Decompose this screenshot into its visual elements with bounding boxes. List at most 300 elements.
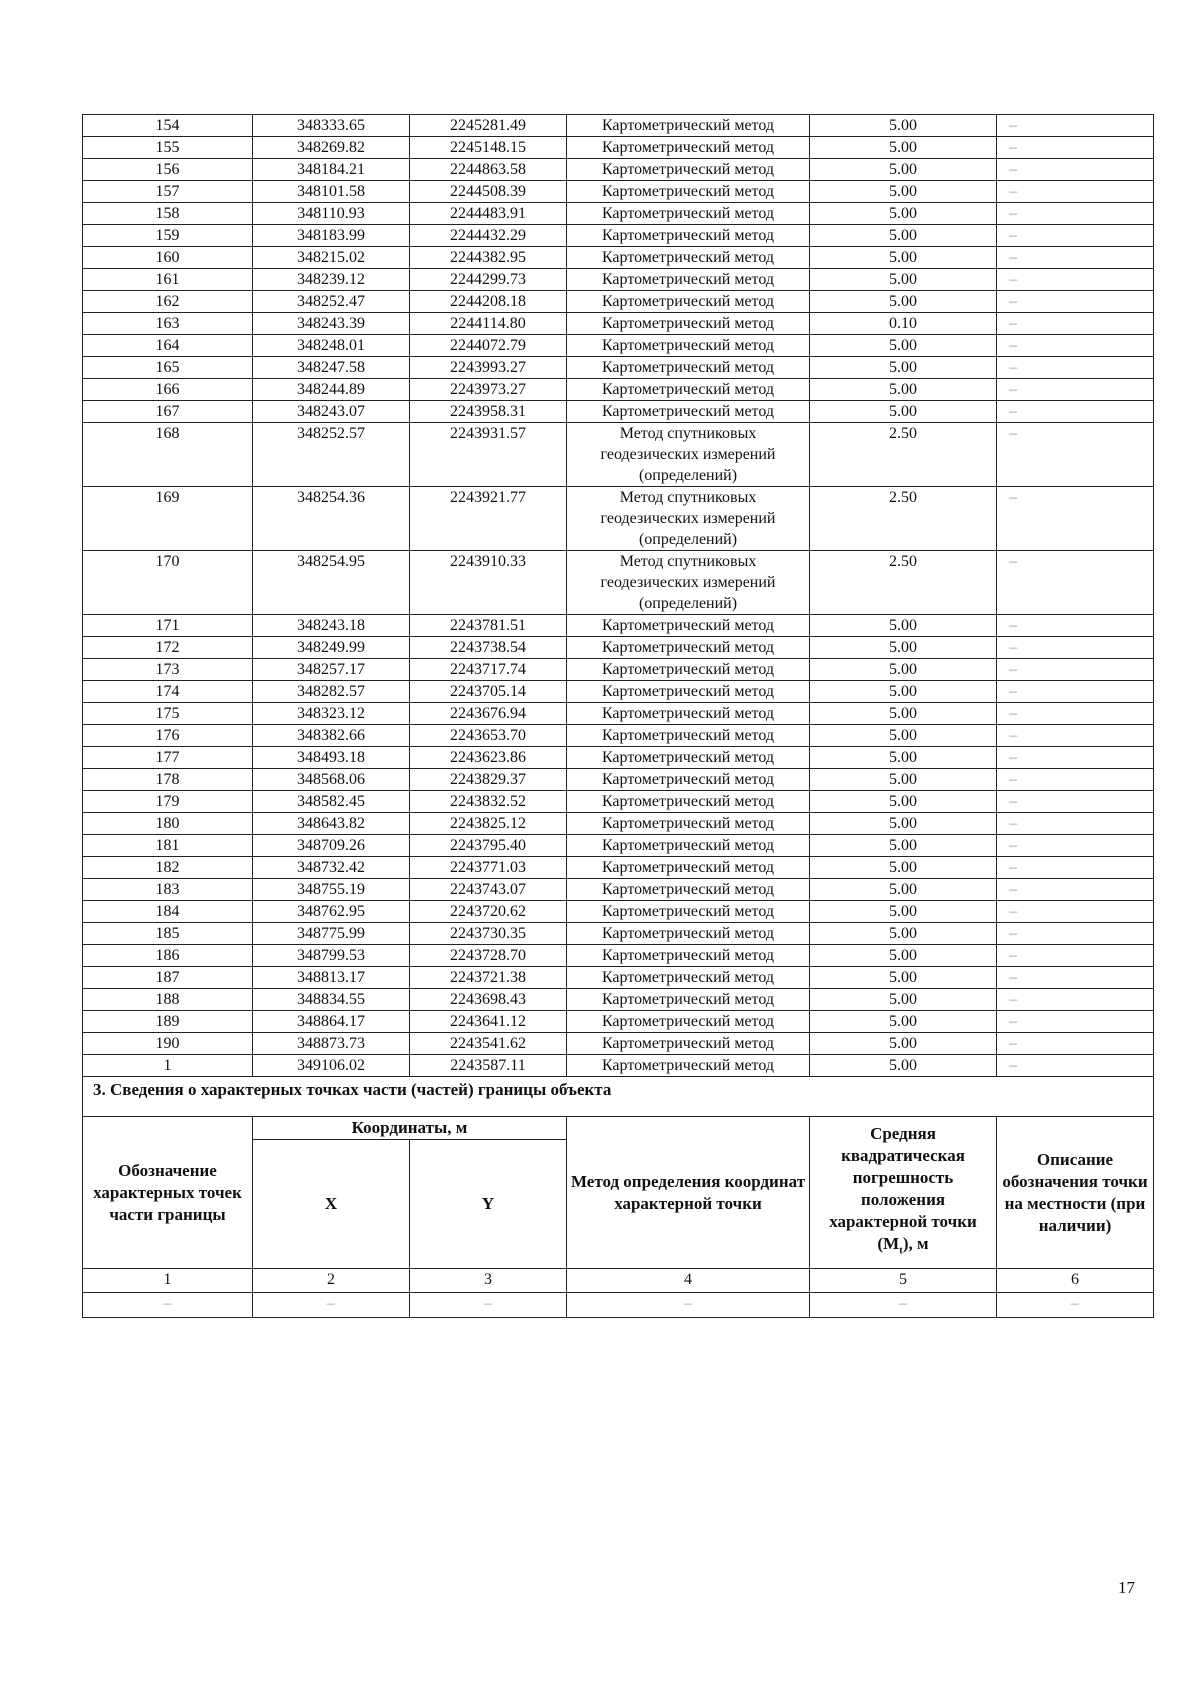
cell-point: 178 xyxy=(83,769,253,791)
cell-y: 2243721.38 xyxy=(410,967,567,989)
cell-y: – xyxy=(410,1293,567,1318)
header-y: Y xyxy=(410,1140,567,1269)
table-row xyxy=(83,989,1154,1011)
cell-y: 2243931.57 xyxy=(410,423,567,487)
cell-x: – xyxy=(253,1293,410,1318)
table-row xyxy=(83,357,1154,379)
cell-y: 2243825.12 xyxy=(410,813,567,835)
cell-method: Картометрический метод xyxy=(567,615,810,637)
column-index: 6 xyxy=(997,1269,1154,1293)
method-line: геодезических измерений xyxy=(600,510,776,527)
cell-x: 348775.99 xyxy=(253,923,410,945)
cell-description: – xyxy=(997,791,1154,813)
table-row xyxy=(83,313,1154,335)
table-row xyxy=(83,487,1154,551)
method-line: (определений) xyxy=(638,531,738,548)
cell-x: 348252.47 xyxy=(253,291,410,313)
cell-error: – xyxy=(810,1293,997,1318)
cell-x: 348382.66 xyxy=(253,725,410,747)
table-row xyxy=(83,551,1154,615)
header-x: X xyxy=(253,1140,410,1269)
cell-description: – xyxy=(997,967,1154,989)
cell-method: Картометрический метод xyxy=(567,703,810,725)
cell-y: 2243587.11 xyxy=(410,1055,567,1077)
cell-error: 5.00 xyxy=(810,945,997,967)
table-row xyxy=(83,637,1154,659)
cell-description: – xyxy=(997,703,1154,725)
cell-error: 5.00 xyxy=(810,681,997,703)
section3-empty-row xyxy=(83,1293,1154,1318)
cell-y: 2243743.07 xyxy=(410,879,567,901)
cell-y: 2244508.39 xyxy=(410,181,567,203)
table-row xyxy=(83,423,1154,487)
cell-point: 165 xyxy=(83,357,253,379)
section3-header-row-1 xyxy=(83,1117,1154,1140)
cell-error: 5.00 xyxy=(810,857,997,879)
method-line: Метод спутниковых xyxy=(619,553,757,570)
header-error-tail: ), м xyxy=(902,1234,929,1254)
cell-method: Картометрический метод xyxy=(567,681,810,703)
cell-x: 348183.99 xyxy=(253,225,410,247)
table-row xyxy=(83,291,1154,313)
cell-method: Картометрический метод xyxy=(567,769,810,791)
cell-point: 172 xyxy=(83,637,253,659)
cell-point: 175 xyxy=(83,703,253,725)
cell-method: Картометрический метод xyxy=(567,357,810,379)
cell-y: 2243728.70 xyxy=(410,945,567,967)
section3-title: 3. Сведения о характерных точках части (частей) границы объекта xyxy=(83,1077,1154,1117)
cell-method: Картометрический метод xyxy=(567,879,810,901)
cell-point: 158 xyxy=(83,203,253,225)
cell-method: Картометрический метод xyxy=(567,1033,810,1055)
cell-y: 2243641.12 xyxy=(410,1011,567,1033)
cell-x: 348813.17 xyxy=(253,967,410,989)
cell-description: – xyxy=(997,857,1154,879)
cell-x: 348243.18 xyxy=(253,615,410,637)
cell-x: 348244.89 xyxy=(253,379,410,401)
cell-x: 348248.01 xyxy=(253,335,410,357)
cell-error: 5.00 xyxy=(810,401,997,423)
table-row xyxy=(83,747,1154,769)
cell-x: 348254.95 xyxy=(253,551,410,615)
cell-point: 162 xyxy=(83,291,253,313)
table-row xyxy=(83,1011,1154,1033)
cell-description: – xyxy=(997,725,1154,747)
cell-method: Картометрический метод xyxy=(567,967,810,989)
cell-error: 0.10 xyxy=(810,313,997,335)
section3-block xyxy=(83,1077,1154,1318)
column-index: 3 xyxy=(410,1269,567,1293)
cell-description: – xyxy=(997,1033,1154,1055)
cell-point: 1 xyxy=(83,1055,253,1077)
cell-point: 177 xyxy=(83,747,253,769)
header-error-subscript: t xyxy=(899,1244,903,1257)
table-row xyxy=(83,401,1154,423)
cell-y: 2244299.73 xyxy=(410,269,567,291)
cell-method: Картометрический метод xyxy=(567,181,810,203)
cell-description: – xyxy=(997,945,1154,967)
cell-error: 5.00 xyxy=(810,203,997,225)
cell-y: 2243910.33 xyxy=(410,551,567,615)
cell-y: 2244072.79 xyxy=(410,335,567,357)
cell-description: – xyxy=(997,115,1154,137)
cell-error: 5.00 xyxy=(810,615,997,637)
cell-y: 2243730.35 xyxy=(410,923,567,945)
cell-x: 348834.55 xyxy=(253,989,410,1011)
cell-error: 5.00 xyxy=(810,335,997,357)
cell-point: 164 xyxy=(83,335,253,357)
cell-y: 2244863.58 xyxy=(410,159,567,181)
table-row xyxy=(83,725,1154,747)
cell-error: 5.00 xyxy=(810,923,997,945)
cell-point: 181 xyxy=(83,835,253,857)
cell-y: 2243698.43 xyxy=(410,989,567,1011)
cell-x: 348709.26 xyxy=(253,835,410,857)
cell-point: 161 xyxy=(83,269,253,291)
cell-x: 348243.39 xyxy=(253,313,410,335)
cell-description: – xyxy=(997,247,1154,269)
cell-x: 348582.45 xyxy=(253,791,410,813)
cell-description: – xyxy=(997,401,1154,423)
method-line: геодезических измерений xyxy=(600,446,776,463)
cell-method: Картометрический метод xyxy=(567,379,810,401)
column-index: 5 xyxy=(810,1269,997,1293)
cell-description: – xyxy=(997,637,1154,659)
table-row xyxy=(83,1033,1154,1055)
cell-point: 176 xyxy=(83,725,253,747)
cell-x: 348247.58 xyxy=(253,357,410,379)
cell-method: Картометрический метод xyxy=(567,659,810,681)
table-row xyxy=(83,967,1154,989)
table-row xyxy=(83,379,1154,401)
cell-x: 348873.73 xyxy=(253,1033,410,1055)
cell-y: 2243676.94 xyxy=(410,703,567,725)
cell-point: 183 xyxy=(83,879,253,901)
cell-x: 348643.82 xyxy=(253,813,410,835)
cell-method: Картометрический метод xyxy=(567,989,810,1011)
cell-x: 348254.36 xyxy=(253,487,410,551)
cell-error: 5.00 xyxy=(810,291,997,313)
cell-error: 5.00 xyxy=(810,725,997,747)
cell-point: 180 xyxy=(83,813,253,835)
cell-description: – xyxy=(997,615,1154,637)
cell-description: – xyxy=(997,269,1154,291)
method-line: Метод спутниковых xyxy=(619,425,757,442)
cell-description: – xyxy=(997,747,1154,769)
cell-method: Картометрический метод xyxy=(567,1011,810,1033)
cell-error: 5.00 xyxy=(810,379,997,401)
cell-method: Картометрический метод xyxy=(567,115,810,137)
cell-point: 154 xyxy=(83,115,253,137)
cell-point: 188 xyxy=(83,989,253,1011)
cell-error: 5.00 xyxy=(810,137,997,159)
table-row xyxy=(83,879,1154,901)
cell-error: 5.00 xyxy=(810,901,997,923)
table-row xyxy=(83,857,1154,879)
cell-y: 2243653.70 xyxy=(410,725,567,747)
cell-point: 157 xyxy=(83,181,253,203)
cell-description: – xyxy=(997,1055,1154,1077)
cell-y: 2245281.49 xyxy=(410,115,567,137)
cell-method: Картометрический метод xyxy=(567,313,810,335)
document-page xyxy=(82,114,1153,1318)
cell-method: Картометрический метод xyxy=(567,901,810,923)
cell-error: 5.00 xyxy=(810,703,997,725)
cell-point: 182 xyxy=(83,857,253,879)
characteristic-points-table xyxy=(82,114,1154,1318)
table-row xyxy=(83,225,1154,247)
table-row xyxy=(83,615,1154,637)
cell-error: 5.00 xyxy=(810,967,997,989)
table-row xyxy=(83,945,1154,967)
cell-description: – xyxy=(997,423,1154,487)
cell-point: 160 xyxy=(83,247,253,269)
cell-y: 2245148.15 xyxy=(410,137,567,159)
cell-x: 348282.57 xyxy=(253,681,410,703)
cell-description: – xyxy=(997,225,1154,247)
table-row xyxy=(83,269,1154,291)
cell-error: 5.00 xyxy=(810,659,997,681)
cell-method: Картометрический метод xyxy=(567,923,810,945)
cell-error: 5.00 xyxy=(810,115,997,137)
cell-point: 155 xyxy=(83,137,253,159)
cell-error: 5.00 xyxy=(810,1055,997,1077)
cell-x: 348215.02 xyxy=(253,247,410,269)
cell-y: 2243738.54 xyxy=(410,637,567,659)
cell-x: 348333.65 xyxy=(253,115,410,137)
cell-x: 348762.95 xyxy=(253,901,410,923)
cell-method xyxy=(567,551,810,615)
cell-method: Картометрический метод xyxy=(567,137,810,159)
cell-error: 5.00 xyxy=(810,247,997,269)
cell-method: Картометрический метод xyxy=(567,269,810,291)
cell-error: 5.00 xyxy=(810,769,997,791)
cell-description: – xyxy=(997,181,1154,203)
cell-point: 156 xyxy=(83,159,253,181)
cell-point: 170 xyxy=(83,551,253,615)
cell-point: 168 xyxy=(83,423,253,487)
table-row xyxy=(83,769,1154,791)
cell-y: 2244208.18 xyxy=(410,291,567,313)
cell-error: 5.00 xyxy=(810,989,997,1011)
table-row xyxy=(83,681,1154,703)
header-point-designation: Обозначение характерных точек части границы xyxy=(83,1117,253,1269)
cell-x: 348864.17 xyxy=(253,1011,410,1033)
cell-y: 2243973.27 xyxy=(410,379,567,401)
cell-point: 166 xyxy=(83,379,253,401)
cell-point: 163 xyxy=(83,313,253,335)
cell-x: 348239.12 xyxy=(253,269,410,291)
cell-error: 5.00 xyxy=(810,269,997,291)
cell-description: – xyxy=(997,137,1154,159)
cell-description: – xyxy=(997,203,1154,225)
cell-error: 5.00 xyxy=(810,159,997,181)
cell-method: Картометрический метод xyxy=(567,813,810,835)
cell-error: 2.50 xyxy=(810,487,997,551)
cell-description: – xyxy=(997,769,1154,791)
cell-x: 349106.02 xyxy=(253,1055,410,1077)
cell-method xyxy=(567,487,810,551)
cell-method: Картометрический метод xyxy=(567,401,810,423)
cell-x: 348243.07 xyxy=(253,401,410,423)
cell-method: Картометрический метод xyxy=(567,335,810,357)
cell-point: 186 xyxy=(83,945,253,967)
cell-method: Картометрический метод xyxy=(567,725,810,747)
points-table-body xyxy=(83,115,1154,1077)
cell-method xyxy=(567,423,810,487)
cell-description: – xyxy=(997,551,1154,615)
cell-point: 187 xyxy=(83,967,253,989)
cell-y: 2243921.77 xyxy=(410,487,567,551)
cell-description: – xyxy=(997,487,1154,551)
cell-method: Картометрический метод xyxy=(567,203,810,225)
column-index: 4 xyxy=(567,1269,810,1293)
cell-x: 348252.57 xyxy=(253,423,410,487)
cell-error: 5.00 xyxy=(810,879,997,901)
table-row xyxy=(83,1055,1154,1077)
cell-y: 2244382.95 xyxy=(410,247,567,269)
table-row xyxy=(83,137,1154,159)
cell-y: 2243832.52 xyxy=(410,791,567,813)
cell-point: 173 xyxy=(83,659,253,681)
cell-method: – xyxy=(567,1293,810,1318)
table-row xyxy=(83,181,1154,203)
cell-error: 5.00 xyxy=(810,637,997,659)
cell-y: 2243829.37 xyxy=(410,769,567,791)
cell-method: Картометрический метод xyxy=(567,945,810,967)
cell-y: 2243623.86 xyxy=(410,747,567,769)
cell-point: 185 xyxy=(83,923,253,945)
cell-error: 5.00 xyxy=(810,181,997,203)
table-row xyxy=(83,703,1154,725)
cell-description: – xyxy=(997,335,1154,357)
cell-x: 348799.53 xyxy=(253,945,410,967)
cell-method: Картометрический метод xyxy=(567,247,810,269)
cell-x: 348110.93 xyxy=(253,203,410,225)
cell-x: 348249.99 xyxy=(253,637,410,659)
header-coordinates-group: Координаты, м xyxy=(253,1117,567,1140)
table-row xyxy=(83,923,1154,945)
cell-y: 2243717.74 xyxy=(410,659,567,681)
column-index-row xyxy=(83,1269,1154,1293)
cell-x: 348732.42 xyxy=(253,857,410,879)
cell-description: – xyxy=(997,291,1154,313)
cell-method: Картометрический метод xyxy=(567,159,810,181)
cell-error: 5.00 xyxy=(810,225,997,247)
cell-method: Картометрический метод xyxy=(567,225,810,247)
cell-method: Картометрический метод xyxy=(567,791,810,813)
table-row xyxy=(83,791,1154,813)
method-line: (определений) xyxy=(638,467,738,484)
cell-description: – xyxy=(997,357,1154,379)
page-number: 17 xyxy=(1118,1578,1135,1597)
table-row xyxy=(83,835,1154,857)
cell-y: 2243720.62 xyxy=(410,901,567,923)
table-row xyxy=(83,813,1154,835)
cell-y: 2244432.29 xyxy=(410,225,567,247)
cell-error: 5.00 xyxy=(810,1011,997,1033)
cell-error: 5.00 xyxy=(810,1033,997,1055)
cell-error: 5.00 xyxy=(810,813,997,835)
cell-error: 2.50 xyxy=(810,423,997,487)
method-line: Метод спутниковых xyxy=(619,489,757,506)
cell-description: – xyxy=(997,1011,1154,1033)
cell-description: – xyxy=(997,879,1154,901)
cell-description: – xyxy=(997,901,1154,923)
cell-description: – xyxy=(997,923,1154,945)
column-index: 1 xyxy=(83,1269,253,1293)
cell-description: – xyxy=(997,989,1154,1011)
cell-description: – xyxy=(997,1293,1154,1318)
table-row xyxy=(83,659,1154,681)
table-row xyxy=(83,115,1154,137)
cell-error: 5.00 xyxy=(810,747,997,769)
cell-point: 189 xyxy=(83,1011,253,1033)
cell-method: Картометрический метод xyxy=(567,747,810,769)
cell-method: Картометрический метод xyxy=(567,835,810,857)
cell-point: 174 xyxy=(83,681,253,703)
cell-method: Картометрический метод xyxy=(567,291,810,313)
cell-error: 2.50 xyxy=(810,551,997,615)
cell-y: 2244483.91 xyxy=(410,203,567,225)
header-error-text: Средняя квадратическая погрешность положения характерной точки (M xyxy=(829,1124,977,1254)
cell-point: 171 xyxy=(83,615,253,637)
cell-description: – xyxy=(997,659,1154,681)
cell-description: – xyxy=(997,681,1154,703)
cell-point: 167 xyxy=(83,401,253,423)
cell-x: 348493.18 xyxy=(253,747,410,769)
cell-y: 2243781.51 xyxy=(410,615,567,637)
cell-y: 2243795.40 xyxy=(410,835,567,857)
cell-point: 184 xyxy=(83,901,253,923)
cell-y: 2243993.27 xyxy=(410,357,567,379)
header-description: Описание обозначения точки на местности (при наличии) xyxy=(997,1117,1154,1269)
cell-x: 348323.12 xyxy=(253,703,410,725)
cell-x: 348184.21 xyxy=(253,159,410,181)
table-row xyxy=(83,203,1154,225)
method-line: геодезических измерений xyxy=(600,574,776,591)
cell-point: – xyxy=(83,1293,253,1318)
cell-x: 348755.19 xyxy=(253,879,410,901)
cell-y: 2243705.14 xyxy=(410,681,567,703)
cell-x: 348269.82 xyxy=(253,137,410,159)
cell-error: 5.00 xyxy=(810,835,997,857)
cell-method: Картометрический метод xyxy=(567,1055,810,1077)
cell-point: 159 xyxy=(83,225,253,247)
cell-x: 348101.58 xyxy=(253,181,410,203)
cell-error: 5.00 xyxy=(810,357,997,379)
cell-point: 179 xyxy=(83,791,253,813)
table-row xyxy=(83,335,1154,357)
cell-method: Картометрический метод xyxy=(567,637,810,659)
cell-y: 2243771.03 xyxy=(410,857,567,879)
cell-description: – xyxy=(997,813,1154,835)
section3-title-row xyxy=(83,1077,1154,1117)
table-row xyxy=(83,247,1154,269)
cell-point: 169 xyxy=(83,487,253,551)
cell-description: – xyxy=(997,835,1154,857)
cell-method: Картометрический метод xyxy=(567,857,810,879)
cell-y: 2243958.31 xyxy=(410,401,567,423)
cell-point: 190 xyxy=(83,1033,253,1055)
method-line: (определений) xyxy=(638,595,738,612)
cell-error: 5.00 xyxy=(810,791,997,813)
column-index: 2 xyxy=(253,1269,410,1293)
cell-x: 348568.06 xyxy=(253,769,410,791)
header-mean-square-error xyxy=(810,1117,997,1269)
table-row xyxy=(83,901,1154,923)
cell-description: – xyxy=(997,313,1154,335)
